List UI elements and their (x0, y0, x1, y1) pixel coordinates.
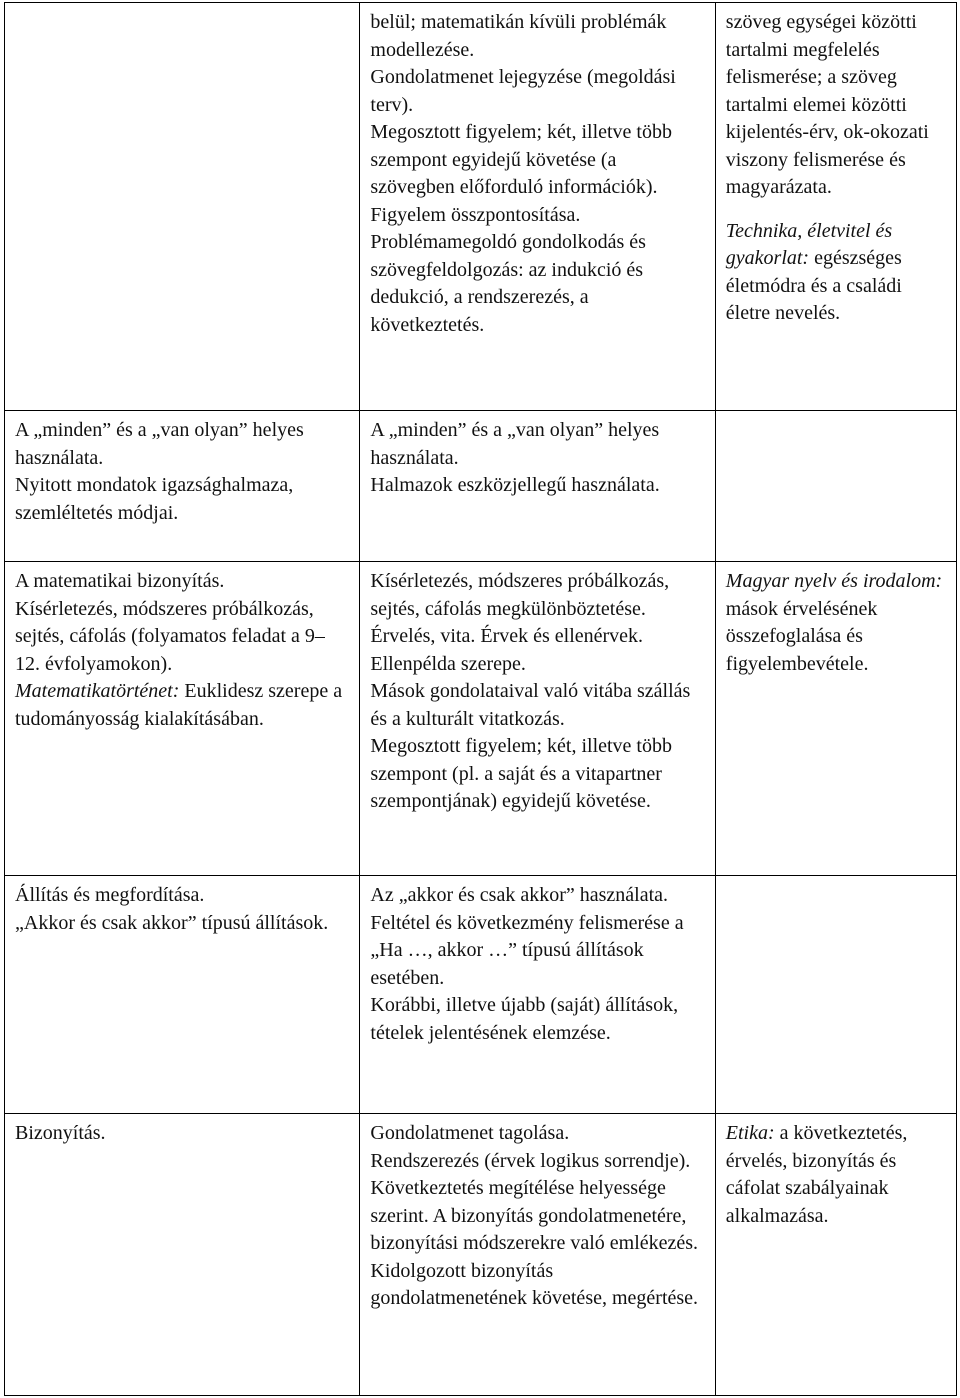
skills-cell (360, 3, 715, 411)
skills-text: belül; matematikán kívüli problémák modellezése. (370, 11, 667, 61)
connections-cell (715, 1114, 956, 1396)
connection-detail: mások érvelésének összefoglalása és figyelembevétele. (725, 597, 878, 675)
connections-cell (715, 562, 956, 876)
connections-cell (715, 876, 956, 1114)
connection-detail: egészséges életmódra és a családi életre nevelés. (725, 247, 902, 324)
topics-cell (5, 876, 360, 1114)
skills-text: A „minden” és a „van olyan” helyes használata. (370, 419, 660, 469)
topics-cell (5, 1114, 360, 1396)
connection-text (726, 1120, 946, 1230)
table-row (5, 1114, 957, 1396)
topic-text: A „minden” és a „van olyan” helyes használata. (15, 419, 304, 469)
topic-text: Kísérletezés, módszeres próbálkozás, sejtés, cáfolás (folyamatos feladat a 9–12. évfolyamokon). (15, 597, 325, 675)
topics-cell (5, 3, 360, 411)
topic-text: Nyitott mondatok igazsághalmaza, szemléltetés módjai. (15, 474, 294, 524)
skills-text: Kísérletezés, módszeres próbálkozás, sejtés, cáfolás megkülönböztetése. (370, 570, 670, 620)
skills-cell (360, 562, 715, 876)
skills-text: Rendszerezés (érvek logikus sorrendje). (370, 1149, 691, 1172)
skills-text: Gondolatmenet tagolása. (370, 1122, 570, 1144)
skills-text: Gondolatmenet lejegyzése (megoldási terv). (370, 66, 676, 116)
skills-cell (360, 411, 715, 562)
skills-cell (360, 876, 715, 1114)
topic-text: „Akkor és csak akkor” típusú állítások. (15, 911, 329, 934)
curriculum-table (4, 2, 957, 1396)
topic-text: Bizonyítás. (15, 1122, 106, 1144)
table-row (5, 876, 957, 1114)
topic-text: Állítás és megfordítása. (15, 884, 205, 906)
skills-text: Kidolgozott bizonyítás gondolatmenetének követése, megértése. (370, 1259, 699, 1309)
skills-text: Érvelés, vita. Érvek és ellenérvek. (370, 625, 644, 647)
topic-detail: Euklidesz szerepe a tudományosság kialakításában. (15, 680, 343, 730)
table-row (5, 562, 957, 876)
skills-text: Az „akkor és csak akkor” használata. Feltétel és következmény felismerése a „Ha …, akkor …” típusú állítások esetében. (370, 884, 684, 989)
skills-text: Megosztott figyelem; két, illetve több szempont (pl. a saját és a vitapartner szempontjának) egyidejű követése. (370, 735, 672, 812)
subject-name: Matematikatörténet: (15, 680, 185, 702)
subject-name: Technika, életvitel és gyakorlat: (725, 219, 893, 269)
skills-text: Mások gondolataival való vitába szállás és a kulturált vitatkozás. (370, 680, 691, 730)
subject-name: Magyar nyelv és irodalom: (725, 570, 943, 592)
skills-text: Megosztott figyelem; két, illetve több szempont egyidejű követése (a szövegben előforduló információk). Figyelem összpontosítása. (370, 121, 672, 226)
skills-text: Halmazok eszközjellegű használata. (370, 474, 660, 496)
connection-text (726, 218, 946, 328)
connections-cell (715, 3, 956, 411)
topics-cell (5, 411, 360, 562)
skills-text: Problémamegoldó gondolkodás és szövegfeldolgozás: az indukció és dedukció, a rendszerezés, a következtetés. (370, 231, 646, 336)
skills-text: Korábbi, illetve újabb (saját) állítások, tételek jelentésének elemzése. (370, 994, 679, 1044)
topic-text: A matematikai bizonyítás. (15, 570, 225, 592)
skills-text: Ellenpélda szerepe. (370, 652, 526, 675)
table-row (5, 411, 957, 562)
topic-text (15, 678, 349, 733)
table-row (5, 3, 957, 411)
subject-name: Etika: (725, 1122, 780, 1144)
topics-cell (5, 562, 360, 876)
connection-text (726, 568, 946, 678)
connection-text: szöveg egységei közötti tartalmi megfelelés felismerése; a szöveg tartalmi elemei közötti kijelentés-érv, ok-okozati viszony felismerése és magyarázata. (725, 11, 929, 198)
connections-cell (715, 411, 956, 562)
connection-detail: a következtetés, érvelés, bizonyítás és cáfolat szabályainak alkalmazása. (725, 1122, 908, 1227)
skills-cell (360, 1114, 715, 1396)
skills-text: Következtetés megítélése helyessége szerint. A bizonyítás gondolatmenetére, bizonyítási módszerekre való emlékezés. (370, 1177, 699, 1254)
